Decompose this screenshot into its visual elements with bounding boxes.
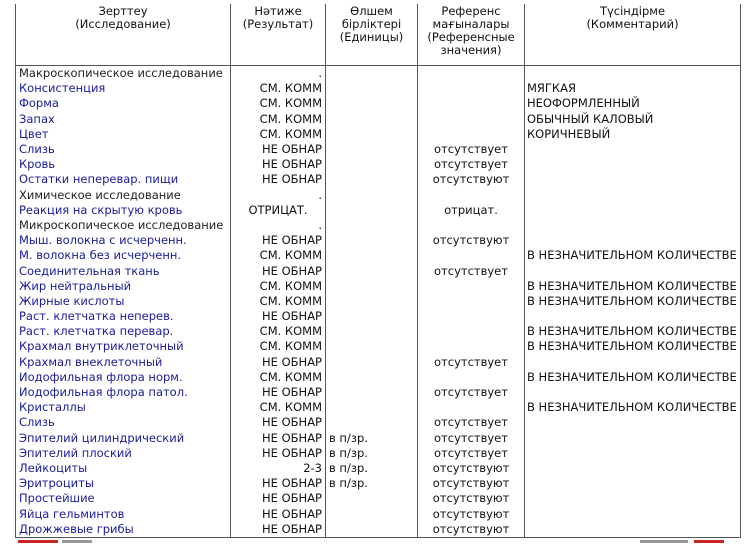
reference-value — [418, 370, 525, 385]
header-comment-ru: (Комментарий) — [586, 17, 679, 31]
comment-value — [525, 172, 741, 187]
comment-value: ОБЫЧНЫЙ КАЛОВЫЙ — [525, 112, 741, 127]
reference-value — [418, 324, 525, 339]
unit-value — [326, 233, 418, 248]
reference-value: отсутствуют — [418, 172, 525, 187]
table-row — [16, 491, 741, 506]
cropped-footer-fragment — [0, 540, 750, 546]
test-name: Форма — [16, 96, 231, 111]
comment-value: В НЕЗНАЧИТЕЛЬНОМ КОЛИЧЕСТВЕ — [525, 294, 741, 309]
comment-value: В НЕЗНАЧИТЕЛЬНОМ КОЛИЧЕСТВЕ — [525, 324, 741, 339]
header-comment — [525, 4, 741, 66]
comment-value — [525, 142, 741, 157]
comment-value: В НЕЗНАЧИТЕЛЬНОМ КОЛИЧЕСТВЕ — [525, 370, 741, 385]
table-row — [16, 127, 741, 142]
test-name: Раст. клетчатка перевар. — [16, 324, 231, 339]
header-research-ru: (Исследование) — [75, 17, 171, 31]
table-row — [16, 446, 741, 461]
unit-value — [326, 263, 418, 278]
result-value: СМ. КОММ — [231, 370, 326, 385]
section-row — [16, 188, 741, 203]
unit-value: в п/зр. — [326, 476, 418, 491]
comment-value — [525, 522, 741, 538]
reference-value: отсутствует — [418, 431, 525, 446]
unit-value — [326, 96, 418, 111]
result-value: НЕ ОБНАР — [231, 491, 326, 506]
test-name: Раст. клетчатка неперев. — [16, 309, 231, 324]
table-row — [16, 263, 741, 278]
result-value: НЕ ОБНАР — [231, 385, 326, 400]
table-row — [16, 339, 741, 354]
table-row — [16, 400, 741, 415]
test-name: Остатки неперевар. пищи — [16, 172, 231, 187]
table-row — [16, 431, 741, 446]
header-units-kk: Өлшем бірліктері — [341, 4, 402, 31]
test-name: Эпителий плоский — [16, 446, 231, 461]
reference-value: отсутствуют — [418, 522, 525, 538]
test-name: Дрожжевые грибы — [16, 522, 231, 538]
section-row — [16, 66, 741, 82]
comment-value — [525, 415, 741, 430]
result-value: НЕ ОБНАР — [231, 476, 326, 491]
table-row — [16, 461, 741, 476]
reference-value — [418, 112, 525, 127]
header-comment-kk: Түсіндірме — [599, 4, 666, 18]
test-name: М. волокна без исчерченн. — [16, 248, 231, 263]
test-name: Крахмал внутриклеточный — [16, 339, 231, 354]
lab-results-table — [15, 4, 741, 538]
header-research — [16, 4, 231, 66]
table-row — [16, 370, 741, 385]
reference-value — [418, 400, 525, 415]
result-value: СМ. КОММ — [231, 127, 326, 142]
result-value: . — [231, 66, 326, 82]
header-reference-kk: Референс мағыналары — [432, 4, 510, 31]
header-units — [326, 4, 418, 66]
result-value: СМ. КОММ — [231, 324, 326, 339]
comment-value: НЕОФОРМЛЕННЫЙ — [525, 96, 741, 111]
reference-value: отсутствует — [418, 157, 525, 172]
comment-value — [525, 263, 741, 278]
reference-value — [418, 188, 525, 203]
table-row — [16, 96, 741, 111]
unit-value — [326, 309, 418, 324]
result-value: СМ. КОММ — [231, 279, 326, 294]
comment-value — [525, 203, 741, 218]
table-row — [16, 157, 741, 172]
unit-value — [326, 112, 418, 127]
unit-value — [326, 203, 418, 218]
test-name: Жирные кислоты — [16, 294, 231, 309]
reference-value — [418, 279, 525, 294]
result-value: НЕ ОБНАР — [231, 355, 326, 370]
result-value: НЕ ОБНАР — [231, 415, 326, 430]
result-value: СМ. КОММ — [231, 96, 326, 111]
reference-value — [418, 218, 525, 233]
unit-value — [326, 157, 418, 172]
comment-value — [525, 506, 741, 521]
unit-value — [326, 522, 418, 538]
unit-value — [326, 294, 418, 309]
table-row — [16, 81, 741, 96]
test-name: Цвет — [16, 127, 231, 142]
reference-value: отсутствуют — [418, 506, 525, 521]
result-value: НЕ ОБНАР — [231, 142, 326, 157]
table-row — [16, 112, 741, 127]
header-result-ru: (Результат) — [242, 17, 314, 31]
reference-value — [418, 339, 525, 354]
comment-value — [525, 355, 741, 370]
unit-value — [326, 339, 418, 354]
table-row — [16, 279, 741, 294]
reference-value: отсутствуют — [418, 461, 525, 476]
header-result — [231, 4, 326, 66]
reference-value — [418, 294, 525, 309]
table-row — [16, 385, 741, 400]
test-name: Консистенция — [16, 81, 231, 96]
result-value: СМ. КОММ — [231, 112, 326, 127]
result-value: НЕ ОБНАР — [231, 309, 326, 324]
comment-value — [525, 218, 741, 233]
test-name: Соединительная ткань — [16, 263, 231, 278]
table-row — [16, 142, 741, 157]
comment-value — [525, 157, 741, 172]
table-row — [16, 415, 741, 430]
reference-value — [418, 309, 525, 324]
result-value: НЕ ОБНАР — [231, 233, 326, 248]
unit-value — [326, 142, 418, 157]
reference-value: отсутствует — [418, 355, 525, 370]
unit-value — [326, 506, 418, 521]
table-row — [16, 233, 741, 248]
comment-value: В НЕЗНАЧИТЕЛЬНОМ КОЛИЧЕСТВЕ — [525, 400, 741, 415]
result-value: НЕ ОБНАР — [231, 506, 326, 521]
comment-value: В НЕЗНАЧИТЕЛЬНОМ КОЛИЧЕСТВЕ — [525, 339, 741, 354]
unit-value — [326, 385, 418, 400]
unit-value — [326, 218, 418, 233]
unit-value: в п/зр. — [326, 446, 418, 461]
reference-value: отсутствуют — [418, 476, 525, 491]
test-name: Яйца гельминтов — [16, 506, 231, 521]
unit-value — [326, 279, 418, 294]
unit-value: в п/зр. — [326, 461, 418, 476]
reference-value: отсутствует — [418, 142, 525, 157]
result-value: НЕ ОБНАР — [231, 522, 326, 538]
result-value: НЕ ОБНАР — [231, 263, 326, 278]
reference-value: отсутствуют — [418, 233, 525, 248]
test-name: Реакция на скрытую кровь — [16, 203, 231, 218]
test-name: Мыш. волокна с исчерченн. — [16, 233, 231, 248]
table-row — [16, 203, 741, 218]
comment-value: МЯГКАЯ — [525, 81, 741, 96]
unit-value — [326, 248, 418, 263]
unit-value — [326, 127, 418, 142]
table-row — [16, 248, 741, 263]
comment-value: В НЕЗНАЧИТЕЛЬНОМ КОЛИЧЕСТВЕ — [525, 248, 741, 263]
unit-value — [326, 81, 418, 96]
comment-value — [525, 385, 741, 400]
comment-value — [525, 431, 741, 446]
header-reference — [418, 4, 525, 66]
test-name: Эритроциты — [16, 476, 231, 491]
result-value: НЕ ОБНАР — [231, 157, 326, 172]
result-value: . — [231, 188, 326, 203]
table-row — [16, 522, 741, 538]
unit-value — [326, 324, 418, 339]
section-row — [16, 218, 741, 233]
result-value: СМ. КОММ — [231, 400, 326, 415]
reference-value — [418, 66, 525, 82]
comment-value: В НЕЗНАЧИТЕЛЬНОМ КОЛИЧЕСТВЕ — [525, 279, 741, 294]
comment-value — [525, 309, 741, 324]
test-name: Жир нейтральный — [16, 279, 231, 294]
test-name: Крахмал внеклеточный — [16, 355, 231, 370]
reference-value: отрицат. — [418, 203, 525, 218]
test-name: Кристаллы — [16, 400, 231, 415]
table-header-row — [16, 4, 741, 66]
result-value: 2-3 — [231, 461, 326, 476]
test-name: Иодофильная флора патол. — [16, 385, 231, 400]
reference-value: отсутствует — [418, 415, 525, 430]
table-row — [16, 476, 741, 491]
result-value: ОТРИЦАТ. — [231, 203, 326, 218]
comment-value — [525, 491, 741, 506]
test-name: Эпителий цилиндрический — [16, 431, 231, 446]
result-value: СМ. КОММ — [231, 248, 326, 263]
reference-value: отсутствует — [418, 263, 525, 278]
table-row — [16, 309, 741, 324]
table-row — [16, 506, 741, 521]
table-row — [16, 294, 741, 309]
comment-value: КОРИЧНЕВЫЙ — [525, 127, 741, 142]
header-units-ru: (Единицы) — [339, 30, 404, 44]
reference-value: отсутствует — [418, 385, 525, 400]
reference-value — [418, 96, 525, 111]
comment-value — [525, 461, 741, 476]
comment-value — [525, 446, 741, 461]
reference-value — [418, 81, 525, 96]
result-value: НЕ ОБНАР — [231, 446, 326, 461]
section-title: Микроскопическое исследование — [16, 218, 231, 233]
test-name: Слизь — [16, 415, 231, 430]
unit-value: в п/зр. — [326, 431, 418, 446]
result-value: СМ. КОММ — [231, 81, 326, 96]
reference-value — [418, 127, 525, 142]
comment-value — [525, 476, 741, 491]
table-row — [16, 172, 741, 187]
test-name: Лейкоциты — [16, 461, 231, 476]
test-name: Слизь — [16, 142, 231, 157]
comment-value — [525, 233, 741, 248]
reference-value: отсутствует — [418, 446, 525, 461]
test-name: Кровь — [16, 157, 231, 172]
unit-value — [326, 66, 418, 82]
reference-value: отсутствуют — [418, 491, 525, 506]
test-name: Простейшие — [16, 491, 231, 506]
table-row — [16, 355, 741, 370]
unit-value — [326, 415, 418, 430]
result-value: СМ. КОММ — [231, 294, 326, 309]
result-value: СМ. КОММ — [231, 339, 326, 354]
reference-value — [418, 248, 525, 263]
unit-value — [326, 355, 418, 370]
unit-value — [326, 172, 418, 187]
unit-value — [326, 491, 418, 506]
header-reference-ru: (Референсные значения) — [427, 30, 515, 57]
table-row — [16, 324, 741, 339]
result-value: . — [231, 218, 326, 233]
test-name: Иодофильная флора норм. — [16, 370, 231, 385]
unit-value — [326, 188, 418, 203]
header-result-kk: Нәтиже — [254, 4, 302, 18]
result-value: НЕ ОБНАР — [231, 431, 326, 446]
section-title: Химическое исследование — [16, 188, 231, 203]
header-research-kk: Зерттеу — [98, 4, 148, 18]
comment-value — [525, 188, 741, 203]
unit-value — [326, 400, 418, 415]
result-value: НЕ ОБНАР — [231, 172, 326, 187]
test-name: Запах — [16, 112, 231, 127]
comment-value — [525, 66, 741, 82]
section-title: Макроскопическое исследование — [16, 66, 231, 82]
unit-value — [326, 370, 418, 385]
